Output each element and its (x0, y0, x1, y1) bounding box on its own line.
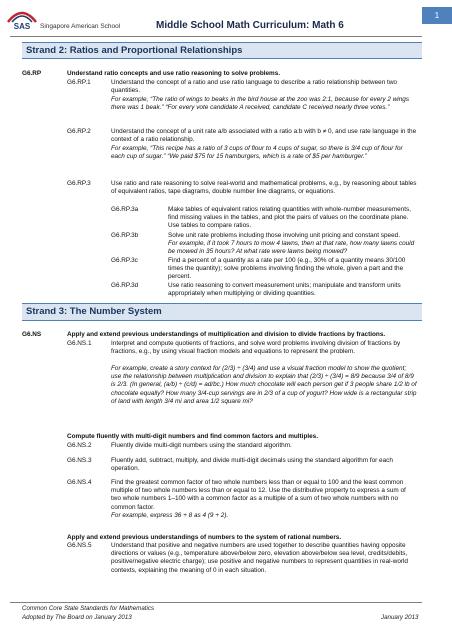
rp3-text: Use ratio and rate reasoning to solve real-world and mathematical problems, e.g., by reasoning about tables of equivalent ratios, tape diagrams, double number line diagrams, or equations. (111, 180, 417, 196)
strand-3-goal-3: Apply and extend previous understandings of numbers to the system of rational numbers. (67, 534, 342, 541)
rp3-code: G6.RP.3 (67, 180, 91, 187)
ns1-example: For example, create a story context for (2/3) ÷ (3/4) and use a visual fraction model to show the quotient; use the relationship between multiplication and division to explain that (2/3) ÷ (3/4) = 8/9 because 3/4 of 8/9 is 2/3. (In general, (a/b) ÷ (c/d) = ad/bc.) How much chocolate will each person get if 3 people share 1/2 lb of chocolate equally? How many 3/4-cup servings are in 2/3 of a cup of yogurt? How wide is a rectangular strip of land with length 3/4 mi and area 1/2 square mi? (111, 365, 417, 405)
footer-adopted: Adopted by The Board on January 2013 (22, 614, 132, 621)
ns2-text: Fluently divide multi-digit numbers using the standard algorithm. (111, 442, 292, 449)
school-name: Singapore American School (40, 23, 121, 30)
rp3a-code: G6.RP.3a (111, 206, 139, 213)
strand-2-code: G6.RP (22, 70, 42, 77)
strand-3-goal-2: Compute fluently with multi-digit numbers and find common factors and multiples. (67, 433, 319, 440)
ns3-text: Fluently add, subtract, multiply, and divide multi-digit decimals using the standard algorithm for each operation. (111, 457, 393, 473)
ns4-example: For example, express 36 + 8 as 4 (9 + 2). (111, 512, 229, 519)
ns2-code: G6.NS.2 (67, 442, 92, 449)
strand-2-heading: Strand 2: Ratios and Proportional Relationships (22, 42, 422, 59)
rp3a-text: Make tables of equivalent ratios relating quantities with whole-number measurements, find missing values in the tables, and plot the pairs of values on the coordinate plane. Use tables to compare ratios. (168, 206, 411, 230)
page-header (0, 0, 452, 40)
ns5-text: Understand that positive and negative numbers are used together to describe quantities having opposite directions or values (e.g., temperature above/below zero, elevation above/below sea level, credits/debits, positive/negative electric charge); use positive and negative numbers to represent quantities in real-world contexts, explaining the meaning of 0 in each situation. (111, 542, 408, 574)
strand-2-goal: Understand ratio concepts and use ratio reasoning to solve problems. (67, 70, 281, 77)
rp3d-text: Use ratio reasoning to convert measurement units; manipulate and transform units appropriately when multiplying or dividing quantities. (168, 282, 401, 298)
strand-3-code: G6.NS (22, 331, 42, 338)
ns1-code: G6.NS.1 (67, 340, 92, 347)
page-number: 1 (422, 7, 452, 24)
rp3c-text: Find a percent of a quantity as a rate per 100 (e.g., 30% of a quantity means 30/100 times the quantity); solve problems involving finding the whole, given a part and the percent. (168, 257, 406, 281)
ns1-text: Interpret and compute quotients of fractions, and solve word problems involving division of fractions by fractions, e.g., by using visual fraction models and equations to represent the problem. (111, 340, 401, 356)
footer-rule (10, 602, 422, 603)
sas-logo-icon (6, 6, 38, 32)
footer-standards: Common Core State Standards for Mathematics (22, 605, 155, 612)
rp2-text: Understand the concept of a unit rate a/b associated with a ratio a:b with b ≠ 0, and use rate language in the context of a ratio relationship. (111, 128, 417, 144)
ns4-text: Find the greatest common factor of two whole numbers less than or equal to 100 and the least common multiple of two whole numbers less than or equal to 12. Use the distributive property to express a sum of two whole numbers 1–100 with a common factor as a multiple of a sum of two whole numbers with no common factor. (111, 479, 406, 511)
rp2-example: For example, “This recipe has a ratio of 3 cups of flour to 4 cups of sugar, so there is 3/4 cup of flour for each cup of sugar.” “We paid $75 for 15 hamburgers, which is a rate of $5 per hamburger.” (111, 145, 403, 161)
ns4-code: G6.NS.4 (67, 479, 92, 486)
rp3b-code: G6.RP.3b (111, 232, 139, 239)
page-title: Middle School Math Curriculum: Math 6 (156, 20, 344, 31)
ns3-code: G6.NS.3 (67, 457, 92, 464)
rp3d-code: G6.RP.3d (111, 282, 139, 289)
logo-text: SAS (13, 22, 31, 31)
header-rule (10, 36, 422, 37)
rp2-code: G6.RP.2 (67, 128, 91, 135)
rp3b-text: Solve unit rate problems including those involving unit pricing and constant speed. (168, 232, 400, 239)
rp3b-example: For example, if it took 7 hours to mow 4 lawns, then at that rate, how many lawns could be mowed in 35 hours? At what rate were lawns being mowed? (168, 240, 415, 256)
strand-3-heading: Strand 3: The Number System (22, 303, 422, 321)
rp1-code: G6.RP.1 (67, 79, 91, 86)
rp3c-code: G6.RP.3c (111, 257, 138, 264)
rp1-example: For example, “The ratio of wings to beaks in the bird house at the zoo was 2:1, because for every 2 wings there was 1 beak.” “For every vote candidate A received, candidate C received nearly three votes.” (111, 96, 410, 112)
strand-3-goal-1: Apply and extend previous understandings of multiplication and division to divide fractions by fractions. (67, 331, 386, 338)
rp1-text: Understand the concept of a ratio and use ratio language to describe a ratio relationship between two quantities. (111, 79, 397, 95)
ns5-code: G6.NS.5 (67, 542, 92, 549)
footer-date: January 2013 (381, 614, 419, 621)
